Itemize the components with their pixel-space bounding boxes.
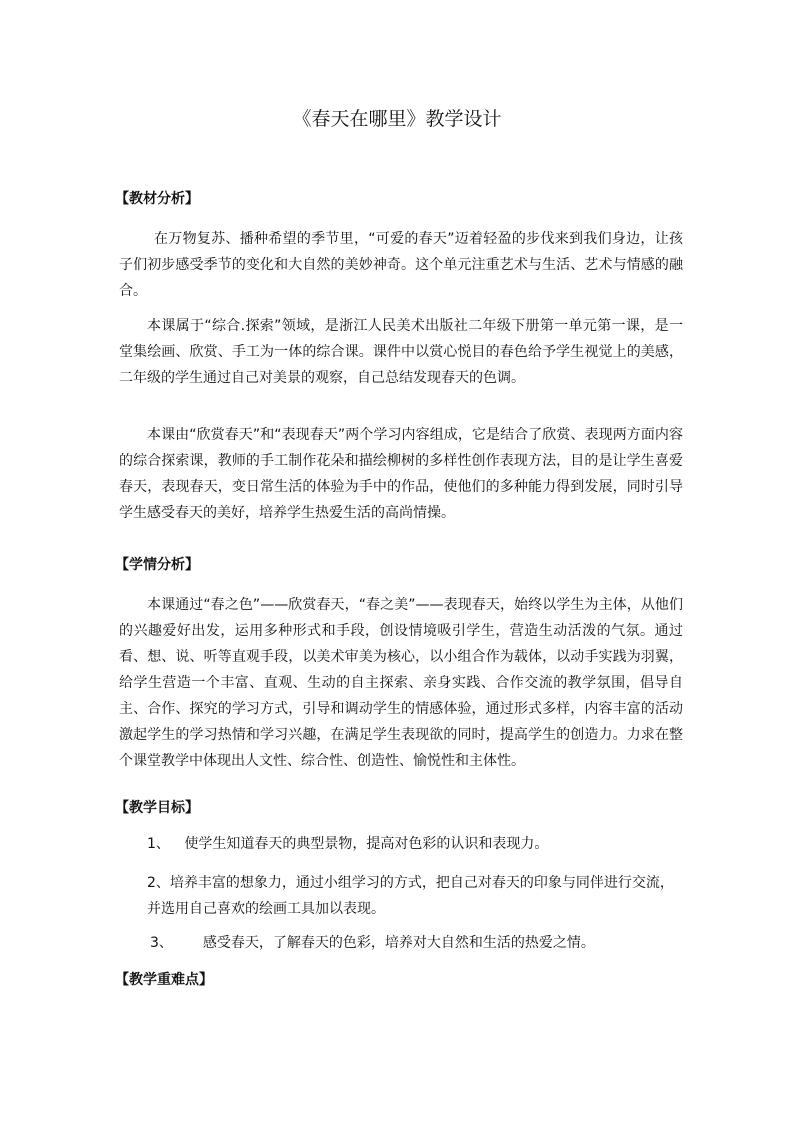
section-heading-teaching-goals: 【教学目标】 (115, 800, 199, 816)
paragraph-learner-1: 本课通过“春之色”——欣赏春天，“春之美”——表现春天，始终以学生为主体，从他们的兴趣爱好出发，运用多种形式和手段，创设情境吸引学生，营造生动活泼的气氛。通过看、想、说、听等直观手段，以美术审美为核心，以小组合作为载体，以动手实践为羽翼，给学生营造一个丰富、直观、生动的自主探索、亲身实践、合作交流的教学氛围，倡导自主、合作、探究的学习方式，引导和调动学生的情感体验，通过形式多样，内容丰富的活动激起学生的学习热情和学习兴趣，在满足学生表现欲的同时，提高学生的创造力。力求在整个课堂教学中体现出人文性、综合性、创造性、愉悦性和主体性。 (119, 597, 683, 769)
section-heading-textbook-analysis: 【教材分析】 (115, 191, 199, 207)
paragraph-textbook-3: 本课由“欣赏春天”和“表现春天”两个学习内容组成，它是结合了欣赏、表现两方面内容的综合探索课，教师的手工制作花朵和描绘柳树的多样性创作表现方法，目的是让学生喜爱春天，表现春天，变日常生活的体验为手中的作品，使他们的多种能力得到发展，同时引导学生感受春天的美好，培养学生热爱生活的高尚情操。 (119, 427, 683, 521)
document-title: 《春天在哪里》教学设计 (292, 108, 502, 130)
goal-number: 1、 (147, 836, 170, 852)
goal-text: 感受春天，了解春天的色彩，培养对大自然和生活的热爱之情。 (202, 935, 595, 951)
goal-item-1 (147, 831, 687, 857)
paragraph-textbook-1: 在万物复苏、播种希望的季节里，“可爱的春天”迈着轻盈的步伐来到我们身边，让孩子们初步感受季节的变化和大自然的美妙神奇。这个单元注重艺术与生活、艺术与情感的融合。 (119, 231, 683, 299)
paragraph-textbook-2: 本课属于“综合.探索”领域，是浙江人民美术出版社二年级下册第一单元第一课，是一堂集绘画、欣赏、手工为一体的综合课。课件中以赏心悦目的春色给予学生视觉上的美感，二年级的学生通过自己对美景的观察，自己总结发现春天的色调。 (119, 318, 683, 386)
section-heading-learner-analysis: 【学情分析】 (115, 557, 199, 573)
goal-item-3 (150, 930, 690, 956)
goal-number: 2、 (147, 875, 170, 891)
goal-text: 使学生知道春天的典型景物，提高对色彩的认识和表现力。 (184, 836, 549, 852)
goal-number: 3、 (150, 935, 173, 951)
goal-item-2 (147, 870, 687, 922)
section-heading-key-difficulties: 【教学重难点】 (115, 972, 213, 988)
goal-text: 培养丰富的想象力，通过小组学习的方式，把自己对春天的印象与同伴进行交流，并选用自己喜欢的绘画工具加以表现。 (147, 875, 674, 917)
